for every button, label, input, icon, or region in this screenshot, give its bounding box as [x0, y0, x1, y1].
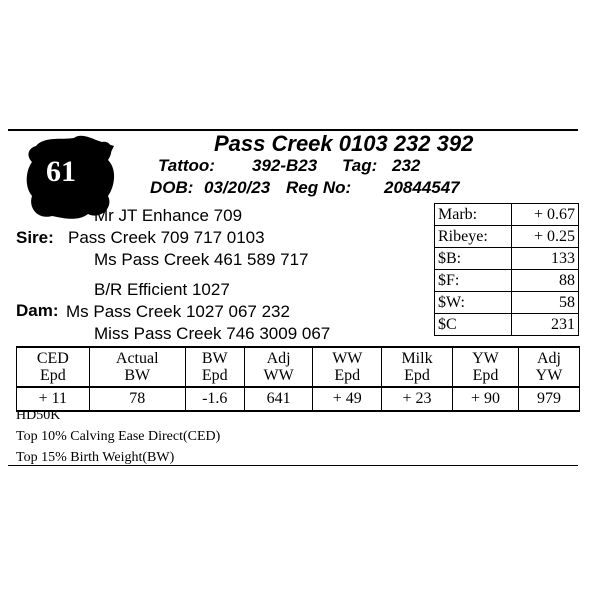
index-label: $B:	[435, 248, 512, 270]
epd-header-row	[17, 347, 580, 387]
index-row	[435, 226, 579, 248]
index-row	[435, 204, 579, 226]
dam-dam: Miss Pass Creek 746 3009 067	[94, 324, 331, 343]
epd-value-actual-bw: 78	[89, 387, 185, 411]
sire-dam: Ms Pass Creek 461 589 717	[94, 250, 309, 269]
index-label: $C	[435, 314, 512, 336]
sire-label: Sire:	[16, 228, 54, 247]
epd-header-ww: WW Epd	[313, 347, 382, 387]
epd-value-adj-yw: 979	[519, 387, 580, 411]
lot-number: 61	[46, 155, 76, 188]
epd-value-adj-ww: 641	[244, 387, 313, 411]
index-label: Ribeye:	[435, 226, 512, 248]
index-value: 88	[512, 270, 579, 292]
epd-header-actual-bw: Actual BW	[89, 347, 185, 387]
epd-values-row	[17, 387, 580, 411]
epd-header-adj-yw: Adj YW	[519, 347, 580, 387]
index-row	[435, 248, 579, 270]
tag-label: Tag:	[342, 156, 378, 175]
index-value: 58	[512, 292, 579, 314]
tattoo-value: 392-B23	[252, 156, 318, 175]
tag-value: 232	[392, 156, 421, 175]
reg-value: 20844547	[384, 178, 460, 197]
index-row	[435, 270, 579, 292]
index-table	[434, 203, 579, 336]
epd-value-bw: -1.6	[185, 387, 244, 411]
index-value: 231	[512, 314, 579, 336]
note-bw-rank: Top 15% Birth Weight(BW)	[16, 450, 175, 465]
dam-sire: B/R Efficient 1027	[94, 280, 230, 299]
sire-sire: Mr JT Enhance 709	[94, 206, 243, 225]
sire-name: Pass Creek 709 717 0103	[68, 228, 265, 247]
epd-header-milk: Milk Epd	[382, 347, 453, 387]
epd-value-milk: + 23	[382, 387, 453, 411]
index-label: Marb:	[435, 204, 512, 226]
dob-label: DOB:	[150, 178, 194, 197]
dam-label: Dam:	[16, 301, 59, 320]
epd-table	[16, 346, 580, 412]
epd-value-ww: + 49	[313, 387, 382, 411]
index-label: $W:	[435, 292, 512, 314]
reg-label: Reg No:	[286, 178, 352, 197]
epd-header-yw: YW Epd	[452, 347, 518, 387]
epd-value-ced: + 11	[17, 387, 90, 411]
epd-header-ced: CED Epd	[17, 347, 90, 387]
dob-value: 03/20/23	[204, 178, 271, 197]
epd-header-adj-ww: Adj WW	[244, 347, 313, 387]
animal-name: Pass Creek 0103 232 392	[214, 131, 474, 156]
index-row	[435, 314, 579, 336]
epd-header-bw: BW Epd	[185, 347, 244, 387]
index-value: + 0.25	[512, 226, 579, 248]
index-value: 133	[512, 248, 579, 270]
note-ced-rank: Top 10% Calving Ease Direct(CED)	[16, 429, 221, 444]
tattoo-label: Tattoo:	[158, 156, 215, 175]
epd-value-yw: + 90	[452, 387, 518, 411]
dam-name: Ms Pass Creek 1027 067 232	[66, 302, 290, 321]
note-genomics: HD50K	[16, 408, 61, 423]
index-value: + 0.67	[512, 204, 579, 226]
index-label: $F:	[435, 270, 512, 292]
index-row	[435, 292, 579, 314]
